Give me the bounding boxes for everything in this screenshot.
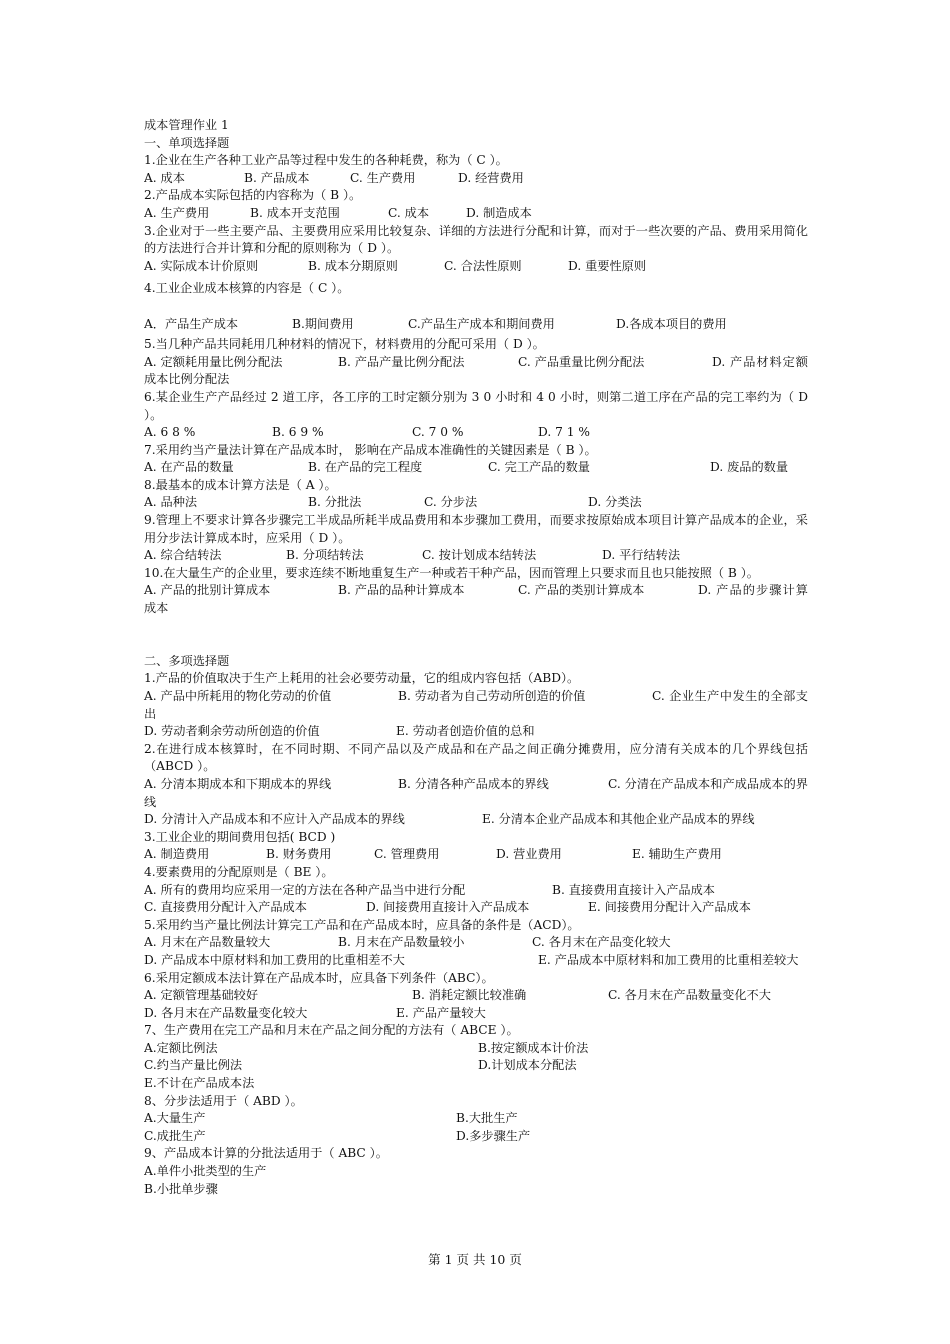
options-row <box>144 987 808 1005</box>
option: D. 产品成本中原材料和加工费用的比重相差不大 <box>144 952 405 967</box>
question: 5.采用约当产量比例法计算完工产品和在产品成本时，应具备的条件是（ACD）。 <box>144 917 580 932</box>
option: C. 各月末在产品数量变化不大 <box>608 988 771 1003</box>
question: 1.产品的价值取决于生产上耗用的社会必要劳动量，它的组成内容包括（ABD）。 <box>144 671 580 686</box>
question: 3.企业对于一些主要产品、主要费用应采用比较复杂、详细的方法进行分配和计算，而对于一些次要的产品、费用采用简化的方法进行合并计算和分配的原则称为（ D ）。 <box>144 223 808 256</box>
section-heading-single-choice: 一、单项选择题 <box>144 135 230 150</box>
option: A. 实际成本计价原则 <box>144 258 259 273</box>
option: C. 合法性原则 <box>444 258 522 273</box>
option: C.成批生产 <box>144 1128 206 1143</box>
option: E.不计在产品成本法 <box>144 1076 255 1091</box>
options-row <box>144 1040 808 1058</box>
option: D. 营业费用 <box>496 847 562 862</box>
document-body <box>144 117 808 1198</box>
option: D. 经营费用 <box>458 170 524 185</box>
options-row <box>144 846 808 864</box>
question: 1.企业在生产各种工业产品等过程中发生的各种耗费，称为（ C ）。 <box>144 153 508 168</box>
option: A. 分清本期成本和下期成本的界线 <box>144 776 332 791</box>
options-row <box>144 723 808 741</box>
option: D. 废品的数量 <box>710 460 789 475</box>
section-heading-multiple-choice: 二、多项选择题 <box>144 653 230 668</box>
option: A. 制造费用 <box>144 847 210 862</box>
option: C. 完工产品的数量 <box>488 460 590 475</box>
option: C. 按计划成本结转法 <box>422 548 537 563</box>
option: E. 产品成本中原材料和加工费用的比重相差较大 <box>538 952 799 967</box>
option: A.单件小批类型的生产 <box>144 1164 267 1179</box>
option: B. 产品的品种计算成本 <box>338 583 465 598</box>
option: C. 产品的类别计算成本 <box>518 583 645 598</box>
option: E. 分清本企业产品成本和其他企业产品成本的界线 <box>482 812 755 827</box>
option: B. 消耗定额比较准确 <box>412 988 527 1003</box>
option: B. 成本分期原则 <box>308 258 398 273</box>
option: A. 生产费用 <box>144 205 210 220</box>
options-row <box>144 1128 808 1146</box>
document-title: 成本管理作业 1 <box>144 118 229 132</box>
question: 7.采用约当产量法计算在产品成本时， 影响在产品成本准确性的关键因素是（ B ）。 <box>144 442 597 457</box>
option: A. 定额管理基础较好 <box>144 988 259 1003</box>
option: B.按定额成本计价法 <box>478 1040 589 1055</box>
options-row <box>144 1057 808 1075</box>
option: C. 成本 <box>388 205 430 220</box>
option: E. 间接费用分配计入产品成本 <box>588 900 751 915</box>
option: E. 辅助生产费用 <box>632 847 722 862</box>
option: C. 生产费用 <box>350 170 416 185</box>
option: D. 平行结转法 <box>602 548 681 563</box>
question: 2.在进行成本核算时，在不同时期、不同产品以及产成品和在产品之间正确分摊费用，应分清有关成本的几个界线包括（ABCD ）。 <box>144 741 808 774</box>
option: B. 直接费用直接计入产品成本 <box>552 882 715 897</box>
option: B.大批生产 <box>456 1111 518 1126</box>
option: D.计划成本分配法 <box>478 1058 577 1073</box>
option: A.大量生产 <box>144 1111 206 1126</box>
option: D. 分清计入产品成本和不应计入产品成本的界线 <box>144 812 405 827</box>
option: D. 7 1 % <box>538 425 590 440</box>
options-row <box>144 258 808 276</box>
option: A. 月末在产品数量较大 <box>144 935 271 950</box>
option: B. 分批法 <box>308 495 362 510</box>
option: A．产品生产成本 <box>144 316 239 331</box>
option: B.期间费用 <box>292 316 354 331</box>
option: B. 月末在产品数量较小 <box>338 935 465 950</box>
options-row <box>144 582 808 617</box>
question: 9、产品成本计算的分批法适用于（ ABC ）。 <box>144 1146 388 1161</box>
options-row <box>144 899 808 917</box>
option: C. 直接费用分配计入产品成本 <box>144 900 307 915</box>
option: C. 管理费用 <box>374 847 440 862</box>
option: A. 成本 <box>144 170 185 185</box>
options-row <box>144 776 808 811</box>
options-row <box>144 1110 808 1128</box>
option: B. 在产品的完工程度 <box>308 460 423 475</box>
options-row <box>144 882 808 900</box>
option: A. 6 8 % <box>144 425 196 440</box>
option: D.多步骤生产 <box>456 1128 531 1143</box>
option: E. 产品产量较大 <box>396 1005 486 1020</box>
option: B. 成本开支范围 <box>250 205 340 220</box>
question: 9.管理上不要求计算各步骤完工半成品所耗半成品费用和本步骤加工费用，而要求按原始成本项目计算产品成本的企业，采用分步法计算成本时，应采用（ D ）。 <box>144 513 808 545</box>
option: A. 产品中所耗用的物化劳动的价值 <box>144 689 332 703</box>
option: A. 在产品的数量 <box>144 460 234 475</box>
options-row <box>144 205 808 223</box>
question: 6.采用定额成本法计算在产品成本时，应具备下列条件（ABC）。 <box>144 970 494 985</box>
option: C. 分清在产品成本和产成品成本的界线 <box>144 776 808 809</box>
option: C. 7 0 % <box>412 425 464 440</box>
question: 6.某企业生产产品经过 2 道工序，各工序的工时定额分别为 3 0 小时和 4 0 小时，则第二道工序在产品的完工率约为（ D ）。 <box>144 389 808 422</box>
option: B. 财务费用 <box>266 847 332 862</box>
option: D. 产品材料定额成本比例分配法 <box>144 354 808 387</box>
options-row <box>144 354 808 389</box>
option: A. 产品的批别计算成本 <box>144 583 271 598</box>
option: B. 分项结转法 <box>286 548 364 563</box>
option: D. 各月末在产品数量变化较大 <box>144 1005 308 1020</box>
option: C. 企业生产中发生的全部支出 <box>144 689 808 721</box>
option: D. 劳动者剩余劳动所创造的价值 <box>144 724 320 739</box>
options-row <box>144 934 808 952</box>
question: 3.工业企业的期间费用包括( BCD ) <box>144 829 336 844</box>
option: B.小批单步骤 <box>144 1181 218 1196</box>
options-row <box>144 688 808 723</box>
option: B. 产品成本 <box>244 170 310 185</box>
option: C. 产品重量比例分配法 <box>518 354 645 369</box>
question: 4.要素费用的分配原则是（ BE ）。 <box>144 864 334 879</box>
option: C.产品生产成本和期间费用 <box>408 316 555 331</box>
page-number-footer: 第 1 页 共 10 页 <box>428 1252 522 1267</box>
option: D.各成本项目的费用 <box>616 316 727 331</box>
options-row <box>144 170 808 188</box>
option: D. 产品的步骤计算成本 <box>144 583 808 616</box>
option: D. 重要性原则 <box>568 258 647 273</box>
option: E. 劳动者创造价值的总和 <box>396 724 535 739</box>
question: 8.最基本的成本计算方法是（ A ）。 <box>144 477 337 492</box>
question: 5.当几种产品共同耗用几种材料的情况下，材料费用的分配可采用（ D ）。 <box>144 337 545 352</box>
options-row <box>144 952 808 970</box>
question: 8、分步法适用于（ ABD ）。 <box>144 1093 303 1108</box>
options-row <box>144 1005 808 1023</box>
options-row <box>144 547 808 565</box>
option: C. 分步法 <box>424 495 478 510</box>
option: A.定额比例法 <box>144 1040 218 1055</box>
option: A. 综合结转法 <box>144 548 222 563</box>
options-row <box>144 459 808 477</box>
options-row <box>144 494 808 512</box>
option: C.约当产量比例法 <box>144 1058 243 1073</box>
option: B. 分清各种产品成本的界线 <box>398 776 549 791</box>
option: D. 分类法 <box>588 495 642 510</box>
question: 4.工业企业成本核算的内容是（ C ）。 <box>144 281 350 296</box>
option: C. 各月末在产品变化较大 <box>532 935 671 950</box>
option: D. 间接费用直接计入产品成本 <box>366 900 530 915</box>
option: A. 所有的费用均应采用一定的方法在各种产品当中进行分配 <box>144 882 466 897</box>
option: B. 6 9 % <box>272 425 324 440</box>
question: 10.在大量生产的企业里，要求连续不断地重复生产一种或若干种产品，因而管理上只要求而且也只能按照（ B ）。 <box>144 565 759 580</box>
option: B. 产品产量比例分配法 <box>338 354 465 369</box>
question: 7、生产费用在完工产品和月末在产品之间分配的方法有（ ABCE ）。 <box>144 1023 519 1038</box>
options-row <box>144 811 808 829</box>
option: A. 品种法 <box>144 495 198 510</box>
options-row <box>144 316 808 334</box>
option: A. 定额耗用量比例分配法 <box>144 354 283 369</box>
question: 2.产品成本实际包括的内容称为（ B ）。 <box>144 188 362 203</box>
option: D. 制造成本 <box>466 205 532 220</box>
options-row <box>144 424 808 442</box>
option: B. 劳动者为自己劳动所创造的价值 <box>398 689 586 703</box>
